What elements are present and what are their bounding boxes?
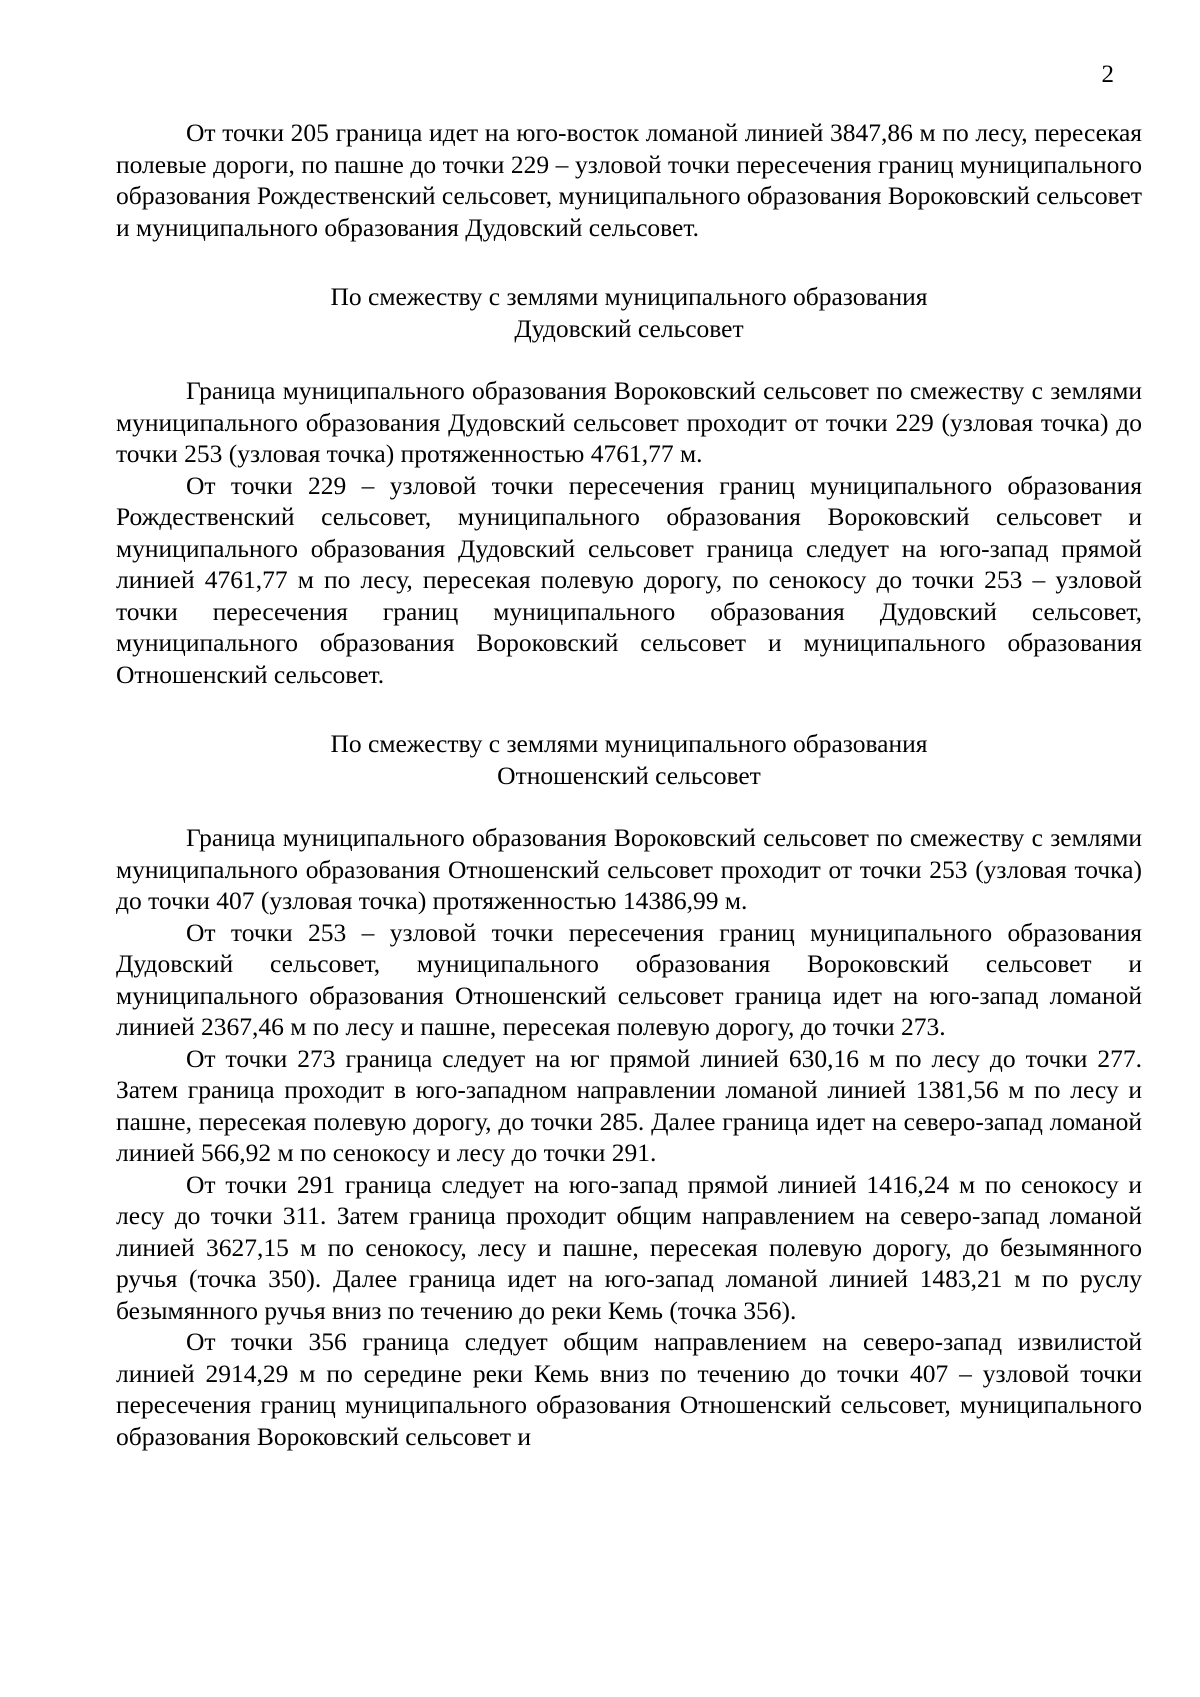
section-heading-dudovsky — [116, 281, 1142, 344]
document-body — [116, 117, 1142, 1452]
section-heading-line: Отношенский сельсовет — [497, 760, 761, 790]
heading-spacer — [116, 791, 1142, 822]
paragraph: От точки 356 граница следует общим направлением на северо-запад извилистой линией 2914,29 м по середине реки Кемь вниз по течению до точки 407 – узловой точки пересечения границ муниципального образования Отношенский сельсовет, муниципального образования Вороковский сельсовет и — [116, 1327, 1142, 1451]
section-spacer — [116, 690, 1142, 728]
heading-spacer — [116, 344, 1142, 375]
paragraph: От точки 273 граница следует на юг прямой линией 630,16 м по лесу до точки 277. Затем граница проходит в юго-западном направлении ломаной линией 1381,56 м по лесу и пашне, пересекая полевую дорогу, до точки 285. Далее граница идет на северо-запад ломаной линией 566,92 м по сенокосу и лесу до точки 291. — [116, 1043, 1142, 1167]
paragraph: От точки 229 – узловой точки пересечения границ муниципального образования Рождественский сельсовет, муниципального образования Вороковский сельсовет и муниципального образования Дудовский сельсовет граница следует на юго-запад прямой линией 4761,77 м по лесу, пересекая полевую дорогу, по сенокосу до точки 253 – узловой точки пересечения границ муниципального образования Дудовский сельсовет, муниципального образования Вороковский сельсовет и муниципального образования Отношенский сельсовет. — [116, 470, 1142, 689]
paragraph: Граница муниципального образования Вороковский сельсовет по смежеству с землями муниципального образования Отношенский сельсовет проходит от точки 253 (узловая точка) до точки 407 (узловая точка) протяженностью 14386,99 м. — [116, 823, 1142, 915]
section-spacer — [116, 243, 1142, 281]
section-heading-line: По смежеству с землями муниципального образования — [330, 282, 928, 311]
page-number: 2 — [1101, 61, 1114, 88]
section-heading-line: Дудовский сельсовет — [514, 313, 744, 343]
section-heading-line: По смежеству с землями муниципального образования — [330, 729, 928, 758]
paragraph: От точки 291 граница следует на юго-запад прямой линией 1416,24 м по сенокосу и лесу до точки 311. Затем граница проходит общим направлением на северо-запад ломаной линией 3627,15 м по сенокосу, лесу и пашне, пересекая полевую дорогу, до безымянного ручья (точка 350). Далее граница идет на юго-запад ломаной линией 1483,21 м по руслу безымянного ручья вниз по течению до реки Кемь (точка 356). — [116, 1169, 1142, 1325]
section-heading-otnoshensky — [116, 728, 1142, 791]
paragraph: Граница муниципального образования Вороковский сельсовет по смежеству с землями муниципального образования Дудовский сельсовет проходит от точки 229 (узловая точка) до точки 253 (узловая точка) протяженностью 4761,77 м. — [116, 376, 1142, 468]
intro-paragraph: От точки 205 граница идет на юго-восток ломаной линией 3847,86 м по лесу, пересекая полевые дороги, по пашне до точки 229 – узловой точки пересечения границ муниципального образования Рождественский сельсовет, муниципального образования Вороковский сельсовет и муниципального образования Дудовский сельсовет. — [116, 118, 1142, 242]
paragraph: От точки 253 – узловой точки пересечения границ муниципального образования Дудовский сельсовет, муниципального образования Вороковский сельсовет и муниципального образования Отношенский сельсовет граница идет на юго-запад ломаной линией 2367,46 м по лесу и пашне, пересекая полевую дорогу, до точки 273. — [116, 917, 1142, 1041]
